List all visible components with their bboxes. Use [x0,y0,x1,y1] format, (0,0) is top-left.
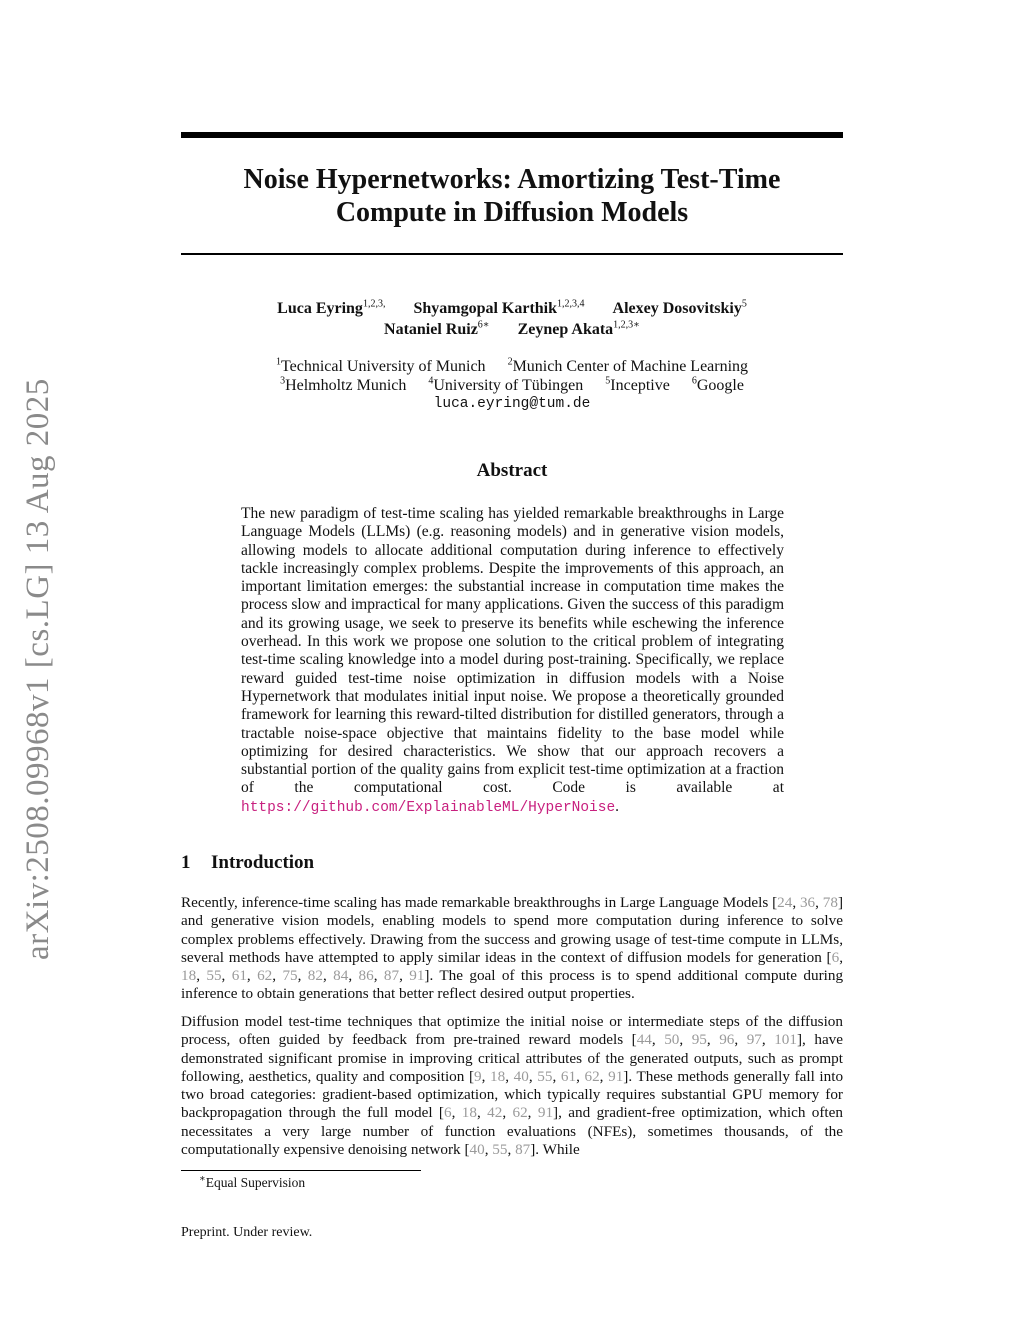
title-line-2: Compute in Diffusion Models [335,197,689,228]
citation-link[interactable]: 61 [560,1067,577,1085]
paragraph-text: , [322,967,334,985]
citation-link[interactable]: 24 [777,894,793,911]
affiliation: $^6$Google [691,375,744,394]
author: Shyamgopal Karthik$^{1,2,3,4}$ [413,298,585,317]
affiliation-line-1 [181,357,843,376]
paragraph-text: , [679,1031,692,1049]
author: Alexey Dosovitskiy$^5$ [612,298,747,317]
paragraph-text: , [272,967,283,985]
citation-link[interactable]: 6 [831,948,840,966]
paragraph-text: ], and gradient-free optimization, which often necessitates a very large number of function evaluations (NFEs), sometimes thousands, of the computationally expensive denoising network [ [181,1104,843,1159]
section-number: 1 [181,852,191,873]
paragraph-text: , [706,1031,720,1049]
paragraph-text: , [502,1104,513,1122]
citation-link[interactable]: 40 [513,1067,529,1085]
citation-link[interactable]: 96 [719,1031,735,1049]
citation-link[interactable]: 55 [537,1067,553,1085]
paragraph-text: Diffusion model test-time techniques that optimize the initial noise or intermediate steps of the diffusion process, often guided by feedback from pre-trained reward models [ [181,1013,843,1049]
paragraph-text: , [552,1067,561,1085]
author-list [181,298,843,340]
affiliation: $^5$Inceptive [605,375,670,394]
preprint-note: Preprint. Under review. [181,1225,313,1240]
citation-link[interactable]: 62 [584,1067,600,1085]
paragraph-text: , [505,1067,514,1085]
citation-link[interactable]: 18 [181,967,197,985]
citation-link[interactable]: 91 [608,1067,624,1085]
paragraph-text: , [348,967,359,985]
affiliations [181,357,843,414]
author: Zeynep Akata$^{1,2,3∗}$ [517,319,640,338]
citation-link[interactable]: 44 [636,1031,652,1049]
citation-link[interactable]: 82 [307,967,323,985]
code-link[interactable]: https://github.com/ExplainableML/HyperNoise [241,799,616,816]
paragraph-text: ], have demonstrated significant promise in improving critical attributes of the generated outputs, such as prompt following, aesthetics, quality and composition [ [181,1031,844,1085]
paragraph-text: , [599,1067,609,1085]
citation-link[interactable]: 86 [358,967,374,985]
paragraph-text: , [815,894,823,911]
section-title: Introduction [211,852,315,873]
intro-paragraph-2 [181,1013,843,1159]
citation-link[interactable]: 84 [333,967,349,985]
paragraph-text: , [734,1031,747,1049]
footnote: ∗Equal Supervision [199,1173,306,1190]
paragraph-text: , [481,1067,491,1085]
intro-paragraph-1 [181,894,843,1004]
citation-link[interactable]: 42 [487,1104,503,1122]
citation-link[interactable]: 55 [492,1141,508,1159]
paragraph-text: Recently, inference-time scaling has made remarkable breakthroughs in Large Language Models [ [181,894,778,911]
abstract-heading: Abstract [476,460,548,481]
paragraph-text: , [651,1031,665,1049]
paragraph-text: , [221,967,232,985]
title-line-1: Noise Hypernetworks: Amortizing Test-Time [243,164,781,195]
citation-link[interactable]: 50 [664,1031,680,1049]
affiliation: $^1$Technical University of Munich [275,356,486,375]
paragraph-text: , [792,894,800,911]
footnote-rule [181,1170,421,1171]
paragraph-text: ]. The goal of this process is to spend additional compute during inference to obtain generations that better reflect desired output properties. [181,967,844,1003]
citation-link[interactable]: 36 [799,894,816,911]
citation-link[interactable]: 6 [444,1104,452,1122]
paragraph-text: , [576,1067,585,1085]
paragraph-text: , [297,967,308,985]
paragraph-text: , [507,1141,516,1159]
citation-link[interactable]: 40 [469,1141,485,1159]
citation-link[interactable]: 97 [746,1031,762,1049]
citation-link[interactable]: 101 [774,1031,797,1049]
affiliation: $^3$Helmholtz Munich [280,375,407,394]
paragraph-text: , [484,1141,493,1159]
paragraph-text: , [527,1104,538,1122]
affiliation-line-2 [181,376,843,395]
citation-link[interactable]: 62 [512,1104,528,1122]
citation-link[interactable]: 61 [231,967,247,985]
paragraph-text: ] and generative vision models, enabling models to spend more computation during inference to solve complex problems effectively. Drawing from the success and growing usage of test-time compute in LLMs, several methods have attempted to apply similar ideas in the context of diffusion models for generation [ [181,894,844,966]
citation-link[interactable]: 18 [461,1104,477,1122]
paper-title [181,163,843,229]
section-heading [181,852,314,874]
abstract-body: The new paradigm of test-time scaling has yielded remarkable breakthroughs in Large Language Models (LLMs) (e.g. reasoning models) and in generative vision models, allowing models to allocate additional computation during inference to effectively tackle increasingly complex problems. Despite the improvements of this approach, an important limitation emerges: the substantial increase in computation time makes the process slow and impractical for many applications. Given the success of this paradigm and its growing usage, we seek to preserve its benefits while eschewing the inference overhead. In this work we propose one solution to the critical problem of integrating test-time scaling knowledge into a model during post-training. Specifically, we replace reward guided test-time noise optimization in diffusion models with a Noise Hypernetwork that modulates initial input noise. We propose a theoretically grounded framework for learning this reward-tilted distribution for distilled generators, through a tractable noise-space objective that maintains fidelity to the base model while optimizing for desired characteristics. We show that our approach recovers a substantial portion of the quality gains from explicit test-time optimization at a fraction of the computational cost. Code is available at https://github.com/ExplainableML/HyperNoise. [241,505,784,816]
paragraph-text: , [196,967,207,985]
citation-link[interactable]: 9 [474,1067,482,1085]
citation-link[interactable]: 95 [691,1031,707,1049]
contact-email: luca.eyring@tum.de [433,396,591,412]
citation-link[interactable]: 91 [409,967,425,985]
citation-link[interactable]: 75 [282,967,298,985]
title-bottom-rule [181,253,843,255]
author-line-2 [181,319,843,340]
paragraph-text: ]. While [530,1141,580,1159]
paragraph-text: ]. These methods generally fall into two broad categories: gradient-based optimization, which typically requires substantial GPU memory for backpropagation through the full model [ [181,1067,844,1122]
affiliation: $^2$Munich Center of Machine Learning [507,356,749,375]
paragraph-text: , [246,967,258,985]
paragraph-text: , [373,967,384,985]
citation-link[interactable]: 91 [537,1104,554,1122]
citation-link[interactable]: 55 [206,967,222,985]
abstract-text: The new paradigm of test-time scaling has yielded remarkable breakthroughs in Large Language Models (LLMs) (e.g. reasoning models) and in generative vision models, allowing models to allocate additional computation during inference to effectively tackle increasingly complex problems. Despite the improvements of this approach, an important limitation emerges: the substantial increase in computation time makes the process slow and impractical for many applications. Given the success of this paradigm and its growing usage, we seek to preserve its benefits while eschewing the inference overhead. In this work we propose one solution to the critical problem of integrating test-time scaling knowledge into a model during post-training. Specifically, we replace reward guided test-time noise optimization in diffusion models with a Noise Hypernetwork that modulates initial input noise. We propose a theoretically grounded framework for learning this reward-tilted distribution for distilled generators, through a tractable noise-space objective that maintains fidelity to the base model while optimizing for desired characteristics. We show that our approach recovers a substantial portion of the quality gains from explicit test-time optimization at a fraction of the computational cost. Code is available at [241,505,784,797]
paragraph-text: , [399,967,410,985]
paragraph-text: , [528,1067,538,1085]
affiliation: $^4$University of Tübingen [428,375,584,394]
arxiv-watermark: arXiv:2508.09968v1 [cs.LG] 13 Aug 2025 [20,378,56,960]
paragraph-text: , [476,1104,488,1122]
author-line-1 [181,298,843,319]
citation-link[interactable]: 62 [257,967,273,985]
paragraph-text: , [451,1104,462,1122]
title-top-rule [181,132,843,138]
paragraph-text: , [761,1031,775,1049]
paragraph-text: , [839,948,843,966]
citation-link[interactable]: 18 [490,1067,506,1085]
citation-link[interactable]: 78 [822,894,838,911]
citation-link[interactable]: 87 [515,1141,531,1159]
author: Luca Eyring$^{1,2,3,}$ [277,298,386,317]
citation-link[interactable]: 87 [383,967,400,985]
author: Nataniel Ruiz$^{6∗}$ [384,319,490,338]
